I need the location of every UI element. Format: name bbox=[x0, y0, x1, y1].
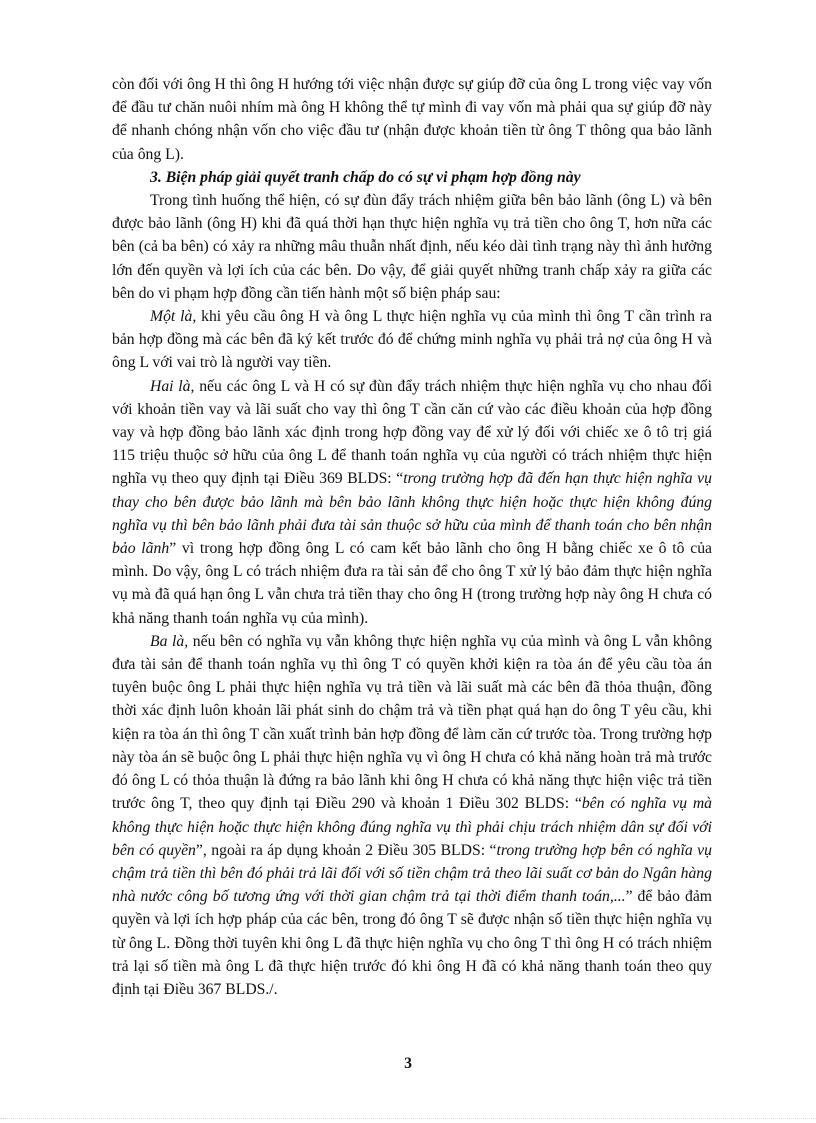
document-body bbox=[112, 73, 712, 1001]
legal-quote: trong trường hợp bên có nghĩa vụ chậm trả tiền thì bên đó phải trả lãi đối với số tiền chậm trả theo lãi suất cơ bản do Ngân hàng nhà nước công bố tương ứng với thời gian chậm trả tại thời điểm thanh toán,... bbox=[112, 841, 712, 906]
legal-quote: bên có nghĩa vụ mà không thực hiện hoặc thực hiện không đúng nghĩa vụ thì phải chịu trách nhiệm dân sự đối với bên có quyền bbox=[112, 795, 712, 859]
paragraph-measure-three: Ba là, nếu bên có nghĩa vụ vẫn không thực hiện nghĩa vụ của mình và ông L vẫn không đưa tài sản để thanh toán nghĩa vụ thì ông T có quyền khởi kiện ra tòa án để yêu cầu tòa án tuyên buộc ông L phải thực hiện nghĩa vụ trả tiền và lãi suất mà các bên đã thỏa thuận, đồng thời xác định luôn khoản lãi phát sinh do chậm trả và tiền phạt quá hạn do ông T yêu cầu, khi kiện ra tòa án thì ông T cần xuất trình bản hợp đồng để làm căn cứ trước tòa. Trong trường hợp này tòa án sẽ buộc ông L phải thực hiện nghĩa vụ vì ông H chưa có khả năng hoàn trả mà trước đó ông L có thỏa thuận là đứng ra bảo lãnh khi ông H chưa có khả năng thực hiện việc trả tiền trước ông T, theo quy định tại Điều 290 và khoản 1 Điều 302 BLDS: “bên có nghĩa vụ mà không thực hiện hoặc thực hiện không đúng nghĩa vụ thì phải chịu trách nhiệm dân sự đối với bên có quyền”, ngoài ra áp dụng khoản 2 Điều 305 BLDS: “trong trường hợp bên có nghĩa vụ chậm trả tiền thì bên đó phải trả lãi đối với số tiền chậm trả theo lãi suất cơ bản do Ngân hàng nhà nước công bố tương ứng với thời gian chậm trả tại thời điểm thanh toán,...” để bảo đảm quyền và lợi ích hợp pháp của các bên, trong đó ông T sẽ được nhận số tiền thực hiện nghĩa vụ từ ông L. Đồng thời tuyên khi ông L đã thực hiện nghĩa vụ cho ông T thì ông H có trách nhiệm trả lại số tiền mà ông L đã thực hiện trước đó khi ông H đã có khả năng thanh toán theo quy định tại Điều 367 BLDS./. bbox=[112, 632, 712, 998]
measure-three-lead: Ba là, bbox=[150, 632, 189, 650]
paragraph-measure-two: Hai là, nếu các ông L và H có sự đùn đẩy trách nhiệm thực hiện nghĩa vụ cho nhau đối với khoản tiền vay và lãi suất cho vay thì ông T cần căn cứ vào các điều khoản của hợp đồng vay và hợp đồng bảo lãnh xác định trong hợp đồng vay để xử lý đối với chiếc xe ô tô trị giá 115 triệu thuộc sở hữu của ông L để thanh toán nghĩa vụ của người có trách nhiệm thực hiện nghĩa vụ theo quy định tại Điều 369 BLDS: “trong trường hợp đã đến hạn thực hiện nghĩa vụ thay cho bên được bảo lãnh mà bên bảo lãnh không thực hiện hoặc thực hiện không đúng nghĩa vụ thì bên bảo lãnh phải đưa tài sản thuộc sở hữu của mình để thanh toán cho bên nhận bảo lãnh” vì trong hợp đồng ông L có cam kết bảo lãnh cho ông H bằng chiếc xe ô tô của mình. Do vậy, ông L có trách nhiệm đưa ra tài sản để cho ông T xử lý bảo đảm thực hiện nghĩa vụ mà đã quá hạn ông L vẫn chưa trả tiền thay cho ông H (trong trường hợp này ông H chưa có khả năng thanh toán nghĩa vụ của mình). bbox=[112, 377, 712, 627]
paragraph-continuation: còn đối với ông H thì ông H hướng tới việc nhận được sự giúp đỡ của ông L trong việc vay vốn để đầu tư chăn nuôi nhím mà ông H không thể tự mình đi vay vốn mà phải qua sự giúp đỡ này để nhanh chóng nhận vốn cho việc đầu tư (nhận được khoản tiền từ ông T thông qua bảo lãnh của ông L). bbox=[112, 76, 712, 163]
measure-one-lead: Một là, bbox=[150, 308, 197, 326]
measure-two-lead: Hai là, bbox=[150, 377, 195, 395]
page-number: 3 bbox=[404, 1055, 412, 1072]
section-heading: 3. Biện pháp giải quyết tranh chấp do có sự vi phạm hợp đồng này bbox=[150, 168, 581, 186]
paragraph-situation: Trong tình huống thể hiện, có sự đùn đẩy trách nhiệm giữa bên bảo lãnh (ông L) và bên được bảo lãnh (ông H) khi đã quá thời hạn thực hiện nghĩa vụ trả tiền cho ông T, hơn nữa các bên (cả ba bên) có xảy ra những mâu thuẫn nhất định, nếu kéo dài tình trạng này thì ảnh hưởng lớn đến quyền và lợi ích của các bên. Do vậy, để giải quyết những tranh chấp xảy ra giữa các bên do vi phạm hợp đồng cần tiến hành một số biện pháp sau: bbox=[112, 192, 712, 302]
footer-divider bbox=[0, 1118, 816, 1119]
legal-quote: trong trường hợp đã đến hạn thực hiện nghĩa vụ thay cho bên được bảo lãnh mà bên bảo lãnh không thực hiện hoặc thực hiện không đúng nghĩa vụ thì bên bảo lãnh phải đưa tài sản thuộc sở hữu của mình để thanh toán cho bên nhận bảo lãnh bbox=[112, 470, 712, 558]
paragraph-measure-one: Một là, khi yêu cầu ông H và ông L thực hiện nghĩa vụ của mình thì ông T cần trình ra bản hợp đồng mà các bên đã ký kết trước đó để chứng minh nghĩa vụ phải trả nợ của ông H và ông L với vai trò là người vay tiền. bbox=[112, 308, 712, 372]
